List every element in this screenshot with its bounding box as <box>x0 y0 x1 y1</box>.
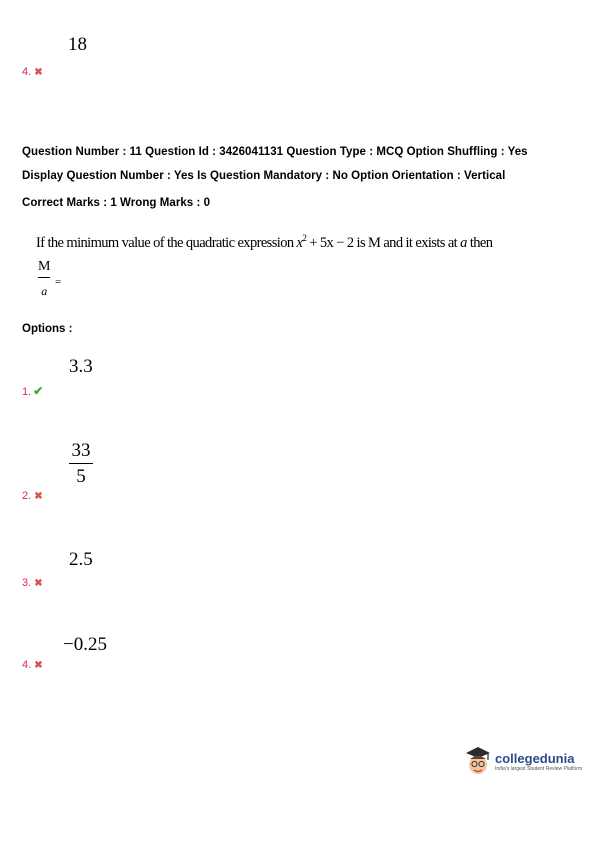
fraction-numerator: M <box>38 259 51 274</box>
question-text <box>36 233 492 252</box>
previous-option-number <box>22 66 43 78</box>
previous-option-value: 18 <box>68 34 87 55</box>
option-number-label: 4. <box>22 659 32 671</box>
wrong-mark-icon: ✖ <box>34 491 43 502</box>
collegedunia-logo <box>462 745 582 777</box>
options-label: Options : <box>22 323 73 335</box>
option-number-label: 4. <box>22 66 32 78</box>
option-number-label: 2. <box>22 490 32 502</box>
wrong-mark-icon: ✖ <box>34 578 43 589</box>
option-number-label: 1. <box>22 386 32 398</box>
logo-name: collegedunia <box>495 750 575 766</box>
fraction-denominator: a <box>41 284 48 298</box>
option-1-number[interactable] <box>22 384 43 398</box>
option-4-value: −0.25 <box>63 634 107 655</box>
question-meta-line-3: Correct Marks : 1 Wrong Marks : 0 <box>22 197 211 209</box>
expression-exponent: 2 <box>302 233 307 243</box>
variable-a: a <box>460 234 467 251</box>
option-3-value: 2.5 <box>69 549 93 570</box>
option-4-number[interactable] <box>22 659 43 671</box>
question-fraction <box>38 259 50 297</box>
question-text-then: then <box>469 234 493 251</box>
correct-check-icon: ✔ <box>33 384 44 398</box>
wrong-mark-icon: ✖ <box>34 67 43 78</box>
option-3-number[interactable] <box>22 577 43 589</box>
expression-rest: + 5x − 2 <box>306 234 354 251</box>
option-number-label: 3. <box>22 577 32 589</box>
wrong-mark-icon: ✖ <box>34 660 43 671</box>
question-text-part1: If the minimum value of the quadratic expression <box>36 234 294 251</box>
question-text-part2: is M and it exists at <box>356 234 458 251</box>
option-2-number[interactable] <box>22 490 43 502</box>
option-2-denominator: 5 <box>76 466 86 487</box>
option-1-value: 3.3 <box>69 356 93 377</box>
expression-variable: x <box>296 234 303 251</box>
question-meta-line-1: Question Number : 11 Question Id : 3426041131 Question Type : MCQ Option Shuffling : Yes <box>22 146 528 158</box>
question-meta-line-2: Display Question Number : Yes Is Question Mandatory : No Option Orientation : Vertical <box>22 170 506 182</box>
logo-tagline: India's largest Student Review Platform <box>495 765 583 772</box>
student-mascot-icon <box>462 745 492 777</box>
fraction-equals: = <box>55 276 62 288</box>
option-2-value <box>69 440 93 486</box>
option-2-numerator: 33 <box>71 440 91 461</box>
